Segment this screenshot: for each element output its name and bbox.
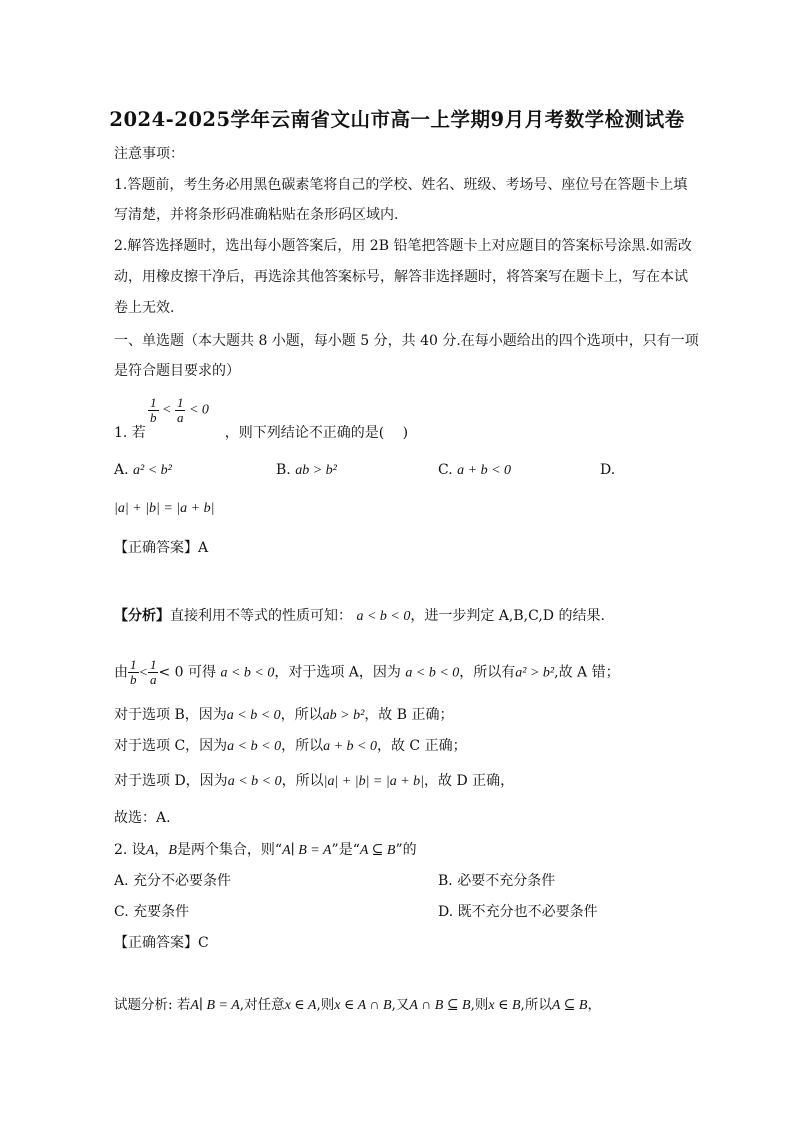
q1-frac2: $\frac{1}{a}$ [176, 395, 184, 425]
notice-item2-line1: 2.解答选择题时，选出每小题答案后，用 2B 铅笔把答题卡上对应题目的答案标号涂黑.如需改 [114, 238, 692, 254]
section1-heading-line2: 是符合题目要求的） [114, 363, 240, 379]
q1-option-d-label: D. [600, 462, 616, 478]
q1-solution-b: 对于选项 B，因为a < b < 0，所以ab > b²，故 B 正确； [114, 707, 454, 723]
q2-option-a: A. 充分不必要条件 [114, 873, 232, 889]
q2-stem: 2. 设A，B是两个集合，则“A∣ B = A”是“A ⊆ B”的 [114, 842, 417, 858]
q2-answer: 【正确答案】C [114, 935, 209, 951]
section1-heading-line1: 一、单选题（本大题共 8 小题，每小题 5 分，共 40 分.在每小题给出的四个选项中，只有一项 [114, 333, 699, 349]
q1-condition: $\frac{1}{b}$ < $\frac{1}{a}$ < 0 [150, 395, 209, 425]
page-title: 2024-2025学年云南省文山市高一上学期9月月考数学检测试卷 [109, 108, 685, 131]
q2-option-b: B. 必要不充分条件 [438, 873, 556, 889]
q1-frac1: $\frac{1}{b}$ [150, 395, 157, 425]
q1-conclusion: 故选：A. [114, 810, 171, 826]
notice-item1-line1: 1.答题前，考生务必用黑色碳素笔将自己的学校、姓名、班级、考场号、座位号在答题卡上填 [114, 177, 688, 193]
q1-sol-frac2: $\frac{1}{a}$ [149, 657, 157, 687]
q1-solution-d: 对于选项 D，因为a < b < 0，所以|a| + |b| = |a + b|，故 D 正确， [114, 773, 515, 789]
q1-option-a: A. a² < b² [114, 462, 172, 478]
notice-item1-line2: 写清楚，并将条形码准确粘贴在条形码区域内. [114, 207, 399, 223]
q1-answer: 【正确答案】A [114, 540, 209, 556]
q2-analysis: 试题分析: 若A∣ B = A,对任意x ∈ A,则x ∈ A ∩ B,又A ∩ B ⊆ B,则x ∈ B,所以A ⊆ B， [114, 997, 601, 1013]
q1-analysis: 【分析】直接利用不等式的性质可知： a < b < 0，进一步判定 A,B,C,D 的结果. [114, 608, 605, 624]
q1-solution-c: 对于选项 C，因为a < b < 0，所以a + b < 0，故 C 正确； [114, 738, 467, 754]
q2-option-d: D. 既不充分也不必要条件 [438, 904, 598, 920]
q1-solution-a: 由 $\frac{1}{b}$ < $\frac{1}{a}$ < 0 可得 a < b < 0，对于选项 A，因为 a < b < 0，所以有a² > b²,故 A 错； [114, 657, 620, 687]
notice-heading: 注意事项： [114, 146, 184, 162]
notice-item2-line3: 卷上无效. [114, 300, 175, 316]
q1-stem: 1. 若 ，则下列结论不正确的是( ) [114, 425, 409, 441]
q1-sol-frac1: $\frac{1}{b}$ [130, 657, 137, 687]
q1-option-b: B. ab > b² [276, 462, 337, 478]
notice-item2-line2: 动，用橡皮擦干净后，再选涂其他答案标号，解答非选择题时，将答案写在题卡上，写在本试 [114, 269, 688, 285]
q1-option-d: |a| + |b| = |a + b| [114, 501, 215, 516]
q1-option-c: C. a + b < 0 [438, 462, 512, 478]
q2-option-c: C. 充要条件 [114, 904, 190, 920]
